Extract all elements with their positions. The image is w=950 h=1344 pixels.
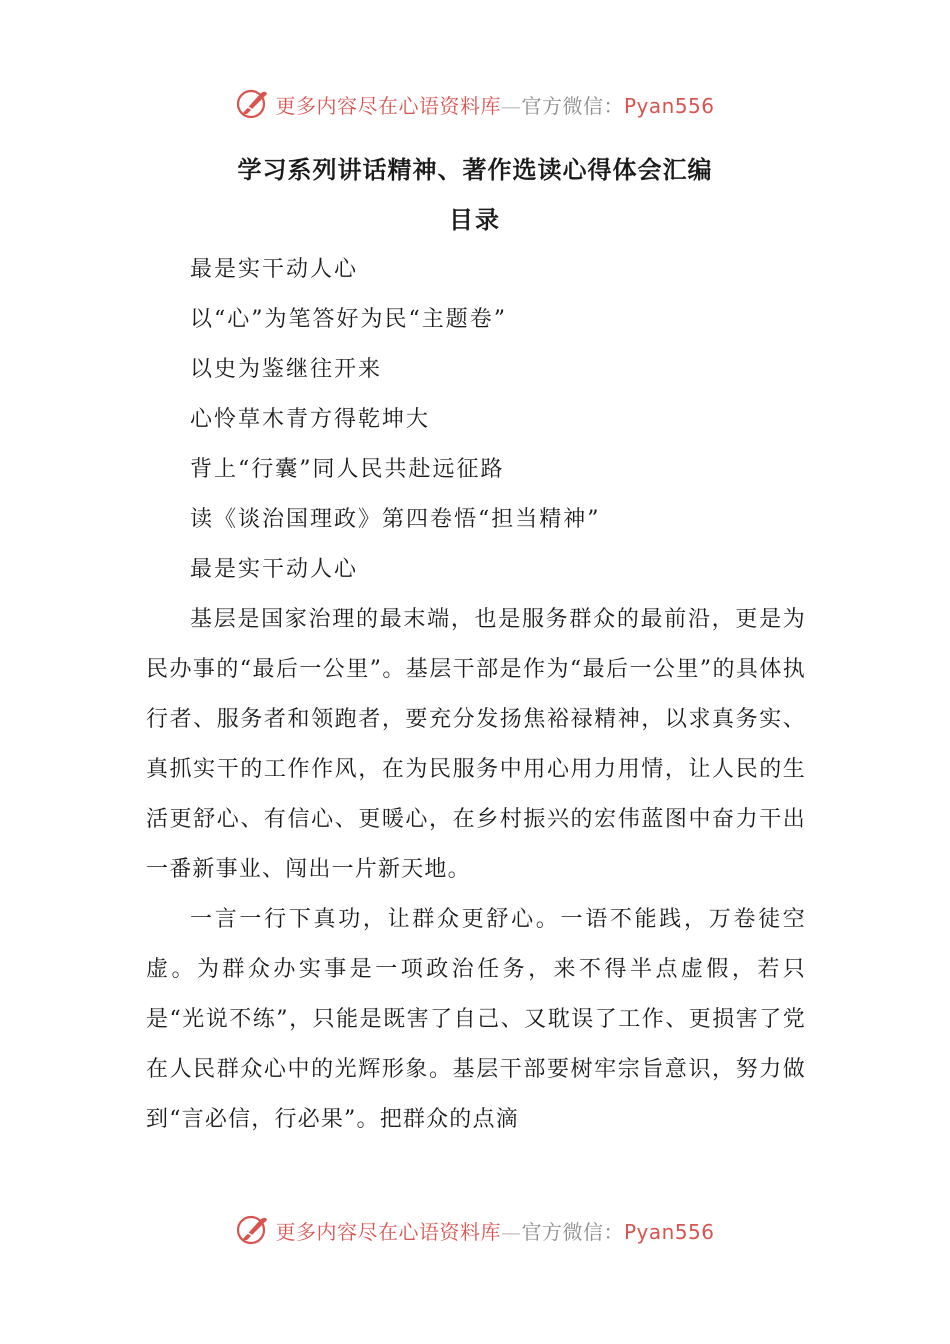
toc-heading: 目录 — [449, 205, 501, 234]
toc-item: 以“心”为笔答好为民“主题卷” — [190, 307, 507, 332]
document-body — [146, 545, 806, 1145]
header-banner — [0, 84, 950, 124]
toc-item: 以史为鉴继往开来 — [190, 357, 383, 382]
quill-logo-icon — [235, 1212, 271, 1248]
toc-item: 读《谈治国理政》第四卷悟“担当精神” — [190, 507, 601, 532]
toc-item: 最是实干动人心 — [190, 257, 359, 282]
banner-text: 更多内容尽在心语资料库—官方微信：Pyan556 — [275, 1219, 715, 1244]
footer-banner — [0, 1210, 950, 1250]
section-heading: 最是实干动人心 — [190, 557, 359, 582]
quill-logo-icon — [235, 86, 271, 122]
body-paragraph: 基层是国家治理的最末端，也是服务群众的最前沿，更是为民办事的“最后一公里”。基层干部是作为“最后一公里”的具体执行者、服务者和领跑者，要充分发扬焦裕禄精神，以求真务实、真抓实干的工作作风，在为民服务中用心用力用情，让人民的生活更舒心、有信心、更暖心，在乡村振兴的宏伟蓝图中奋力干出一番新事业、闯出一片新天地。 — [146, 607, 806, 882]
toc-item: 心怜草木青方得乾坤大 — [190, 407, 431, 432]
document-title: 学习系列讲话精神、著作选读心得体会汇编 — [237, 155, 713, 184]
toc-item: 背上“行囊”同人民共赴远征路 — [190, 457, 505, 482]
body-paragraph: 一言一行下真功，让群众更舒心。一语不能践，万卷徒空虚。为群众办实事是一项政治任务，来不得半点虚假，若只是“光说不练”，只能是既害了自己、又耽误了工作、更损害了党在人民群众心中的光辉形象。基层干部要树牢宗旨意识，努力做到“言必信，行必果”。把群众的点滴 — [146, 907, 806, 1132]
table-of-contents — [190, 245, 601, 545]
banner-text: 更多内容尽在心语资料库—官方微信：Pyan556 — [275, 93, 715, 118]
